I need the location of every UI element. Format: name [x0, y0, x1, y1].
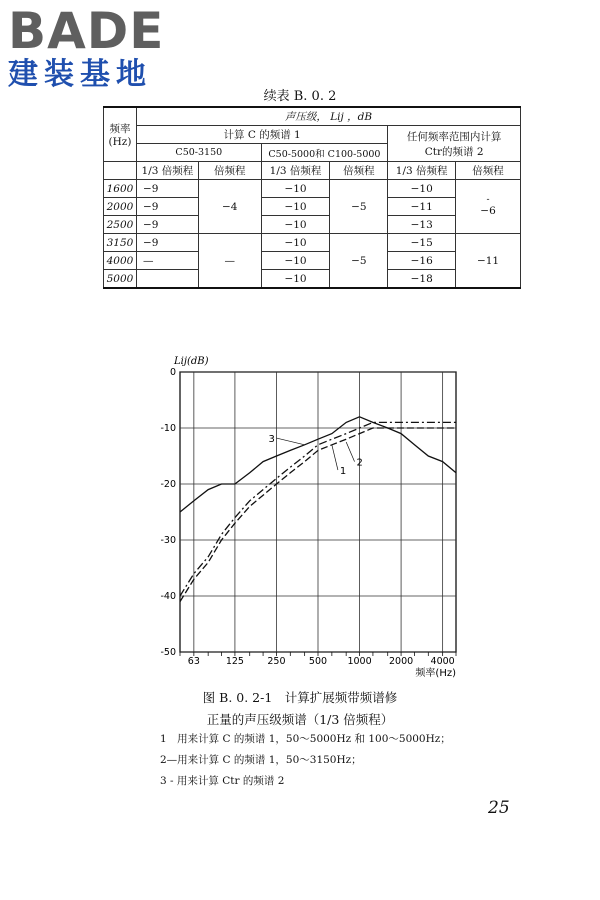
legend-item-1: 1 用来计算 C 的频谱 1，50～5000Hz 和 100～5000Hz； [160, 733, 451, 745]
octave-value: −6 [480, 205, 496, 217]
value-cell: −9 [136, 216, 198, 234]
x-axis-label: 频率(Hz) [415, 668, 456, 679]
octave-cell: −5 [330, 180, 388, 234]
value-cell: −10 [261, 252, 330, 270]
third-octave-header-b: 1/3 倍频程 [261, 162, 330, 180]
value-cell: −10 [261, 270, 330, 289]
series-leader-1 [332, 445, 338, 470]
octave-header-c: 倍频程 [456, 162, 521, 180]
value-cell: −10 [261, 180, 330, 198]
spec1-header: 计算 C 的频谱 1 [136, 126, 387, 144]
freq-header [104, 107, 137, 162]
octave-header-a: 倍频程 [198, 162, 261, 180]
value-cell: −9 [136, 234, 198, 252]
freq-unit: (Hz) [108, 136, 132, 148]
value-cell: −10 [261, 234, 330, 252]
x-tick-label: 500 [308, 656, 328, 667]
freq-cell: 2000 [104, 198, 137, 216]
sound-level-chart [140, 350, 470, 680]
chart-grid [180, 372, 456, 656]
octave-cell [456, 180, 521, 234]
x-tick-label: 2000 [388, 656, 414, 667]
octave-cell: — [198, 234, 261, 289]
table-title: 续表 B. 0. 2 [263, 89, 337, 104]
freq-label: 频率 [109, 123, 131, 135]
sound-level-table [103, 106, 521, 289]
octave-dash-mark: - [486, 195, 490, 205]
x-tick-label: 4000 [430, 656, 455, 667]
value-cell: −9 [136, 180, 198, 198]
y-tick-label: -30 [160, 535, 176, 546]
value-cell: −10 [261, 216, 330, 234]
value-cell: −9 [136, 198, 198, 216]
legend-item-2: 2—用来计算 C 的频谱 1，50～3150Hz； [160, 754, 362, 766]
series-label-1: 1 [339, 466, 347, 477]
value-cell: — [136, 252, 198, 270]
third-octave-header-a: 1/3 倍频程 [136, 162, 198, 180]
series-leader-3 [276, 438, 304, 445]
value-cell: −10 [261, 198, 330, 216]
freq-cell: 4000 [104, 252, 137, 270]
series-leader-2 [346, 442, 354, 462]
value-cell [136, 270, 198, 289]
series-label-3: 3 [268, 434, 275, 446]
y-tick-label: -10 [160, 423, 176, 434]
y-tick-label: -40 [160, 591, 176, 602]
octave-cell: −11 [456, 234, 521, 289]
spec2-header-line1: 任何频率范围内计算 [406, 130, 502, 143]
value-cell: −10 [388, 180, 456, 198]
x-tick-label: 1000 [347, 656, 372, 667]
logo-wordmark: BADE [8, 2, 165, 60]
blank-header-cell [104, 162, 137, 180]
figure-caption-line2: 正量的声压级频谱（1/3 倍频程） [206, 712, 394, 727]
freq-cell: 1600 [104, 180, 137, 198]
series-label-2: 2 [356, 457, 363, 469]
x-tick-label: 125 [225, 656, 244, 667]
freq-cell: 3150 [104, 234, 137, 252]
group-header: 声压级， Lij ，dB [136, 107, 520, 126]
value-cell: −15 [388, 234, 456, 252]
chart-labels [160, 356, 456, 679]
value-cell: −18 [388, 270, 456, 289]
c50-3150-header: C50-3150 [136, 144, 261, 162]
x-tick-label: 63 [187, 656, 200, 667]
x-tick-label: 250 [267, 656, 286, 667]
c50-5000-header: C50-5000和 C100-5000 [261, 144, 388, 162]
figure-caption-line1: 图 B. 0. 2-1 计算扩展频带频谱修 [202, 690, 398, 705]
octave-cell: −5 [330, 234, 388, 289]
value-cell: −13 [388, 216, 456, 234]
octave-cell: −4 [198, 180, 261, 234]
spec2-header [388, 126, 521, 162]
legend-item-3: 3 - 用来计算 Ctr 的频谱 2 [160, 775, 285, 787]
spec2-header-line2: Ctr的频谱 2 [424, 145, 484, 158]
octave-header-b: 倍频程 [330, 162, 388, 180]
y-tick-label: -20 [160, 479, 176, 490]
logo-subtitle: 建装基地 [8, 57, 152, 92]
freq-cell: 5000 [104, 270, 137, 289]
y-axis-label: Lij(dB) [174, 356, 209, 367]
y-tick-label: -50 [160, 647, 176, 658]
logo [8, 4, 178, 92]
table-row [104, 234, 521, 252]
page-number: 25 [488, 798, 510, 818]
value-cell: −16 [388, 252, 456, 270]
table-row [104, 180, 521, 198]
value-cell: −11 [388, 198, 456, 216]
y-tick-label: 0 [169, 367, 176, 378]
third-octave-header-c: 1/3 倍频程 [388, 162, 456, 180]
freq-cell: 2500 [104, 216, 137, 234]
